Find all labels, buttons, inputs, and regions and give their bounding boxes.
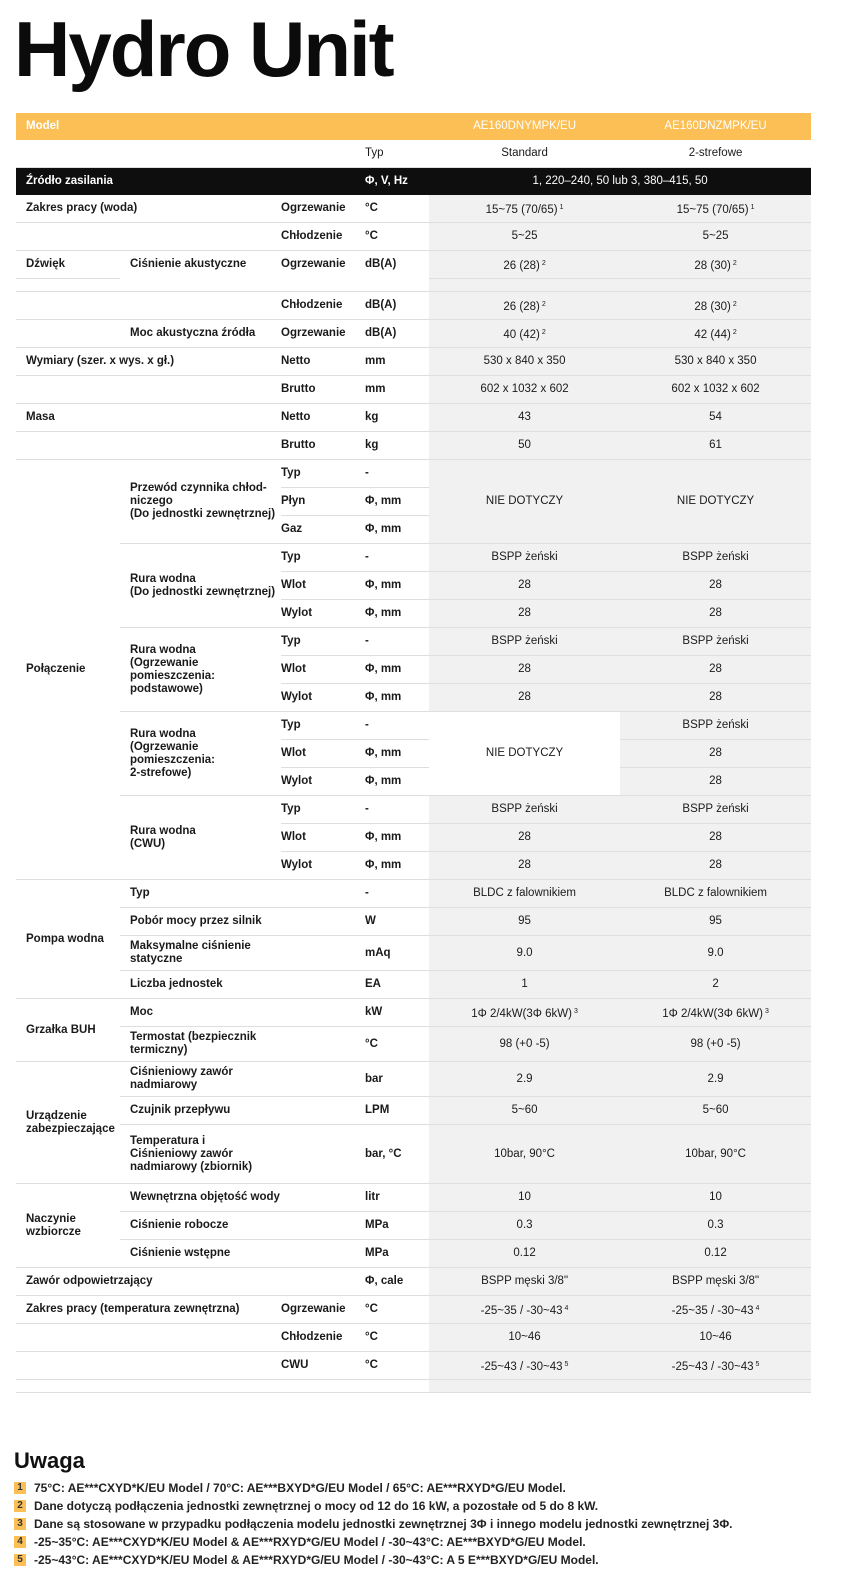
- value-cell: [620, 1296, 811, 1324]
- value: BSPP żeński: [429, 544, 620, 572]
- group-label: Rura wodna (Ogrzewanie pomieszczenia: 2-strefowe): [120, 712, 281, 796]
- row-label: Masa: [16, 404, 281, 432]
- unit: MPa: [365, 1212, 429, 1240]
- table-row: [16, 1324, 811, 1352]
- table-row: [16, 376, 811, 404]
- group-label: Rura wodna (Do jednostki zewnętrznej): [120, 544, 281, 628]
- footnote-ref: 2: [541, 300, 546, 308]
- value: 5~60: [620, 1097, 811, 1125]
- row-label: Zakres pracy (woda): [16, 195, 281, 223]
- group-label: Pobór mocy przez silnik: [120, 908, 365, 936]
- table-row: [16, 1268, 811, 1296]
- type-1: Standard: [429, 140, 620, 168]
- footnote-ref: 5: [755, 1360, 760, 1368]
- group-label: Temperatura i Ciśnieniowy zawór nadmiarowy (zbiornik): [120, 1125, 365, 1184]
- sub-label: Netto: [281, 348, 365, 376]
- unit: Φ, mm: [365, 684, 429, 712]
- value: 602 x 1032 x 602: [620, 376, 811, 404]
- value: 1Φ 2/4kW(3Φ 6kW): [662, 1007, 763, 1020]
- note-number: 5: [14, 1554, 26, 1566]
- unit: kg: [365, 404, 429, 432]
- sub-label: Brutto: [281, 432, 365, 460]
- power-value: 1, 220–240, 50 lub 3, 380–415, 50: [429, 168, 811, 196]
- table-row: [16, 1097, 811, 1125]
- note-text: 75°C: AE***CXYD*K/EU Model / 70°C: AE***BXYD*G/EU Model / 65°C: AE***RXYD*G/EU Model.: [34, 1481, 566, 1495]
- value: 26 (28): [503, 259, 540, 272]
- type-row: [16, 140, 811, 168]
- type-2: 2-strefowe: [620, 140, 811, 168]
- value: BSPP żeński: [429, 628, 620, 656]
- unit: °C: [365, 1324, 429, 1352]
- unit: -: [365, 544, 429, 572]
- unit: mm: [365, 348, 429, 376]
- value: 9.0: [620, 936, 811, 971]
- table-row: [16, 251, 811, 279]
- group-label: Ciśnienie wstępne: [120, 1240, 365, 1268]
- sub-label: Wlot: [281, 824, 365, 852]
- value: 28: [620, 684, 811, 712]
- row-label: Zakres pracy (temperatura zewnętrzna): [16, 1296, 281, 1324]
- unit: mAq: [365, 936, 429, 971]
- value: 9.0: [429, 936, 620, 971]
- value: 95: [620, 908, 811, 936]
- table-row: [16, 880, 811, 908]
- row-label: Zawór odpowietrzający: [16, 1268, 365, 1296]
- footnote-ref: 3: [764, 1007, 769, 1015]
- value: 28: [620, 852, 811, 880]
- value: 28: [429, 852, 620, 880]
- value: 10~46: [429, 1324, 620, 1352]
- type-label: Typ: [365, 140, 429, 168]
- sub-label: Wlot: [281, 656, 365, 684]
- value: 0.3: [620, 1212, 811, 1240]
- table-row: [16, 195, 811, 223]
- unit: Φ, mm: [365, 824, 429, 852]
- unit: kW: [365, 999, 429, 1027]
- value: -25~43 / -30~43: [671, 1360, 754, 1373]
- value: 0.12: [620, 1240, 811, 1268]
- value: 61: [620, 432, 811, 460]
- table-row: [16, 544, 811, 572]
- sub-label: Brutto: [281, 376, 365, 404]
- sub-label: Ogrzewanie: [281, 195, 365, 223]
- note-number: 1: [14, 1482, 26, 1494]
- sub-label: Wylot: [281, 768, 365, 796]
- footnote-ref: 2: [732, 259, 737, 267]
- note-text: Dane są stosowane w przypadku podłączenia modelu jednostki zewnętrznej 3Φ i innego modelu jednostki zewnętrznej 3Φ.: [34, 1517, 733, 1531]
- group-label: Ciśnienie akustyczne: [130, 258, 247, 271]
- value: NIE DOTYCZY: [429, 460, 620, 544]
- group-label: Liczba jednostek: [120, 971, 365, 999]
- value: 28 (30): [694, 259, 731, 272]
- value: BSPP męski 3/8": [429, 1268, 620, 1296]
- unit: bar, °C: [365, 1125, 429, 1184]
- unit: MPa: [365, 1240, 429, 1268]
- footnote-ref: 3: [573, 1007, 578, 1015]
- value: 28: [429, 824, 620, 852]
- unit: dB(A): [365, 292, 429, 320]
- footnote-ref: 2: [541, 328, 546, 336]
- table-row: [16, 936, 811, 971]
- value-cell: [429, 292, 620, 320]
- value: 54: [620, 404, 811, 432]
- note-number: 2: [14, 1500, 26, 1512]
- unit: kg: [365, 432, 429, 460]
- table-row: [16, 908, 811, 936]
- footnote-ref: 2: [541, 259, 546, 267]
- row-label: Grzałka BUH: [16, 999, 120, 1062]
- group-label: Rura wodna (CWU): [120, 796, 281, 880]
- value: BSPP żeński: [620, 628, 811, 656]
- note-item: [14, 1497, 854, 1515]
- unit: Φ, mm: [365, 656, 429, 684]
- table-row: [16, 1380, 811, 1393]
- model-1: AE160DNYMPK/EU: [429, 113, 620, 140]
- sub-label: Chłodzenie: [281, 223, 365, 251]
- table-row: [16, 796, 811, 824]
- group-label: Moc: [120, 999, 365, 1027]
- spec-table: [16, 113, 811, 1393]
- notes-heading: Uwaga: [14, 1448, 85, 1473]
- value: BSPP żeński: [620, 712, 811, 740]
- sub-label: Chłodzenie: [281, 292, 365, 320]
- unit: litr: [365, 1184, 429, 1212]
- group-label: Wewnętrzna objętość wody: [120, 1184, 365, 1212]
- value-cell: [429, 1352, 620, 1380]
- note-item: [14, 1479, 854, 1497]
- footnote-ref: 2: [732, 328, 737, 336]
- unit: W: [365, 908, 429, 936]
- table-row: [16, 432, 811, 460]
- value: 1Φ 2/4kW(3Φ 6kW): [471, 1007, 572, 1020]
- unit: -: [365, 712, 429, 740]
- value-cell: [620, 1352, 811, 1380]
- footnote-ref: 1: [559, 203, 564, 211]
- value: 15~75 (70/65): [676, 203, 749, 216]
- power-label: Źródło zasilania: [16, 168, 365, 196]
- power-unit: Φ, V, Hz: [365, 168, 429, 196]
- value-cell: [429, 320, 620, 348]
- value: 2: [620, 971, 811, 999]
- value: -25~35 / -30~43: [671, 1304, 754, 1317]
- sub-label: Wylot: [281, 684, 365, 712]
- value-cell: [429, 999, 620, 1027]
- value: 98 (+0 -5): [429, 1027, 620, 1062]
- unit: Φ, mm: [365, 572, 429, 600]
- unit: Φ, mm: [365, 516, 429, 544]
- sub-label: Płyn: [281, 488, 365, 516]
- table-row: [16, 223, 811, 251]
- value: -25~43 / -30~43: [480, 1360, 563, 1373]
- value: NIE DOTYCZY: [620, 460, 811, 544]
- page-title: Hydro Unit: [14, 5, 393, 93]
- footnote-ref: 4: [755, 1304, 760, 1312]
- value: 530 x 840 x 350: [620, 348, 811, 376]
- table-row: [16, 971, 811, 999]
- unit: -: [365, 628, 429, 656]
- note-text: -25~35°C: AE***CXYD*K/EU Model & AE***RXYD*G/EU Model / -30~43°C: AE***BXYD*G/EU Model.: [34, 1535, 586, 1549]
- footnote-ref: 1: [750, 203, 755, 211]
- row-label: Wymiary (szer. x wys. x gł.): [16, 348, 281, 376]
- group-label: Rura wodna (Ogrzewanie pomieszczenia: podstawowe): [120, 628, 281, 712]
- sub-label: Wlot: [281, 740, 365, 768]
- unit: °C: [365, 1352, 429, 1380]
- value: 50: [429, 432, 620, 460]
- unit: Φ, mm: [365, 768, 429, 796]
- model-2: AE160DNZMPK/EU: [620, 113, 811, 140]
- sub-label: Typ: [281, 796, 365, 824]
- power-row: [16, 168, 811, 196]
- table-row: [16, 1062, 811, 1097]
- value: 2.9: [620, 1062, 811, 1097]
- sub-label: Wylot: [281, 852, 365, 880]
- row-label: Urządzenie zabezpieczające: [16, 1062, 120, 1184]
- unit: °C: [365, 223, 429, 251]
- value: 43: [429, 404, 620, 432]
- value: 10bar, 90°C: [429, 1125, 620, 1184]
- group-label: Ciśnienie robocze: [120, 1212, 365, 1240]
- value: 28: [620, 572, 811, 600]
- value: 28: [620, 740, 811, 768]
- row-label: Połączenie: [16, 460, 120, 880]
- unit: mm: [365, 376, 429, 404]
- unit: Φ, mm: [365, 488, 429, 516]
- table-row: [16, 348, 811, 376]
- sub-label: Typ: [281, 460, 365, 488]
- value: 26 (28): [503, 300, 540, 313]
- value: 28: [429, 684, 620, 712]
- value: BLDC z falownikiem: [429, 880, 620, 908]
- value: 5~25: [429, 223, 620, 251]
- table-row: [16, 279, 811, 292]
- value: 15~75 (70/65): [485, 203, 558, 216]
- note-text: Dane dotyczą podłączenia jednostki zewnętrznej o mocy od 12 do 16 kW, a pozostałe od 5 do 8 kW.: [34, 1499, 599, 1513]
- footnote-ref: 5: [564, 1360, 569, 1368]
- unit: -: [365, 796, 429, 824]
- value: 28: [620, 656, 811, 684]
- value: 28: [620, 600, 811, 628]
- sub-label: Ogrzewanie: [281, 1296, 365, 1324]
- group-label: Termostat (bezpiecznik termiczny): [120, 1027, 365, 1062]
- value-cell: [620, 292, 811, 320]
- value: BSPP męski 3/8": [620, 1268, 811, 1296]
- table-row: [16, 628, 811, 656]
- value: 28: [429, 656, 620, 684]
- note-item: [14, 1515, 854, 1533]
- value: 0.12: [429, 1240, 620, 1268]
- unit: dB(A): [365, 320, 429, 348]
- group-label: Przewód czynnika chłod- niczego (Do jednostki zewnętrznej): [120, 460, 281, 544]
- footnote-ref: 2: [732, 300, 737, 308]
- unit: EA: [365, 971, 429, 999]
- value: 5~25: [620, 223, 811, 251]
- unit: LPM: [365, 1097, 429, 1125]
- value: NIE DOTYCZY: [429, 712, 620, 796]
- row-label: Dźwięk: [16, 251, 120, 279]
- value-cell: [620, 320, 811, 348]
- value: 42 (44): [694, 328, 731, 341]
- group-label: Moc akustyczna źródła: [120, 320, 281, 348]
- unit: Φ, mm: [365, 600, 429, 628]
- group-label: Maksymalne ciśnienie statyczne: [120, 936, 365, 971]
- sub-label: Ogrzewanie: [281, 320, 365, 348]
- value-cell: [620, 999, 811, 1027]
- unit: °C: [365, 1027, 429, 1062]
- group-label: Czujnik przepływu: [120, 1097, 365, 1125]
- value: 10: [620, 1184, 811, 1212]
- value: 0.3: [429, 1212, 620, 1240]
- table-row: [16, 1296, 811, 1324]
- value-cell: [429, 195, 620, 223]
- note-number: 4: [14, 1536, 26, 1548]
- table-row: [16, 1125, 811, 1184]
- value-cell: [429, 1296, 620, 1324]
- value: 10~46: [620, 1324, 811, 1352]
- value: 10: [429, 1184, 620, 1212]
- value: 28: [429, 600, 620, 628]
- value: 1: [429, 971, 620, 999]
- value: BSPP żeński: [620, 796, 811, 824]
- footnote-ref: 4: [564, 1304, 569, 1312]
- table-row: [16, 1184, 811, 1212]
- group-label: Ciśnieniowy zawór nadmiarowy: [120, 1062, 365, 1097]
- value: 2.9: [429, 1062, 620, 1097]
- sub-label: Wylot: [281, 600, 365, 628]
- value: 530 x 840 x 350: [429, 348, 620, 376]
- value: 28: [620, 768, 811, 796]
- value: 10bar, 90°C: [620, 1125, 811, 1184]
- sub-label: Typ: [281, 712, 365, 740]
- value: 28: [429, 572, 620, 600]
- row-label: Naczynie wzbiorcze: [16, 1184, 120, 1268]
- model-label: Model: [16, 113, 429, 140]
- table-row: [16, 404, 811, 432]
- value: 602 x 1032 x 602: [429, 376, 620, 404]
- sub-label: CWU: [281, 1352, 365, 1380]
- value: 28: [620, 824, 811, 852]
- value: 28 (30): [694, 300, 731, 313]
- sub-label: Wlot: [281, 572, 365, 600]
- table-row: [16, 1240, 811, 1268]
- table-row: [16, 1212, 811, 1240]
- sub-label: Chłodzenie: [281, 1324, 365, 1352]
- note-item: [14, 1533, 854, 1551]
- unit: °C: [365, 1296, 429, 1324]
- group-label: Typ: [120, 880, 365, 908]
- unit: Φ, mm: [365, 852, 429, 880]
- model-header-row: [16, 113, 811, 140]
- sub-label: Typ: [281, 544, 365, 572]
- sub-label: Typ: [281, 628, 365, 656]
- table-row: [16, 999, 811, 1027]
- note-number: 3: [14, 1518, 26, 1530]
- value: BLDC z falownikiem: [620, 880, 811, 908]
- unit: bar: [365, 1062, 429, 1097]
- table-row: [16, 320, 811, 348]
- table-row: [16, 292, 811, 320]
- unit: Φ, mm: [365, 740, 429, 768]
- sub-label: Gaz: [281, 516, 365, 544]
- table-row: [16, 1027, 811, 1062]
- table-row: [16, 460, 811, 488]
- unit: dB(A): [365, 258, 397, 271]
- unit: -: [365, 460, 429, 488]
- value-cell: [429, 251, 620, 279]
- note-item: [14, 1551, 854, 1569]
- value-cell: [620, 251, 811, 279]
- value: 95: [429, 908, 620, 936]
- sub-label: Netto: [281, 404, 365, 432]
- unit: -: [365, 880, 429, 908]
- value: 5~60: [429, 1097, 620, 1125]
- table-row: [16, 1352, 811, 1380]
- row-label: Pompa wodna: [16, 880, 120, 999]
- notes-section: [14, 1448, 854, 1569]
- value: BSPP żeński: [620, 544, 811, 572]
- unit: °C: [365, 195, 429, 223]
- value-cell: [620, 195, 811, 223]
- value: 40 (42): [503, 328, 540, 341]
- sub-label: Ogrzewanie: [281, 258, 346, 271]
- note-text: -25~43°C: AE***CXYD*K/EU Model & AE***RXYD*G/EU Model / -30~43°C: A 5 E***BXYD*G/EU Model.: [34, 1553, 599, 1567]
- value: BSPP żeński: [429, 796, 620, 824]
- value: -25~35 / -30~43: [480, 1304, 563, 1317]
- table-row: [16, 712, 811, 740]
- value: 98 (+0 -5): [620, 1027, 811, 1062]
- unit: Φ, cale: [365, 1268, 429, 1296]
